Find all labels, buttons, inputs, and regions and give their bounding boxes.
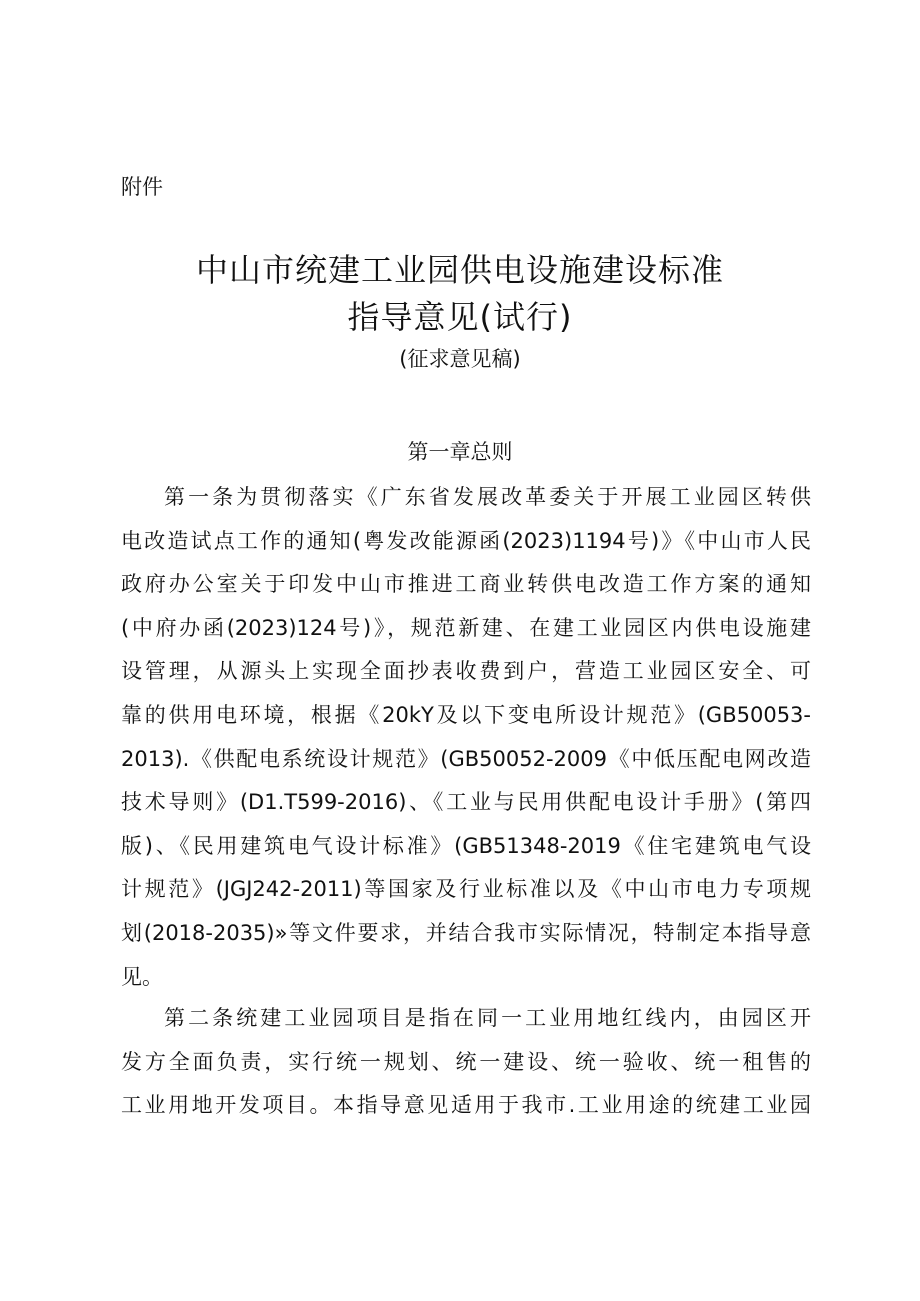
document-title-line-1: 中山市统建工业园供电设施建设标准 xyxy=(195,251,724,289)
article-1-line: 设管理，从源头上实现全面抄表收费到户，营造工业园区安全、可 xyxy=(121,659,811,684)
attachment-label: 附件 xyxy=(121,175,163,199)
article-2-line: 发方全面负责，实行统一规划、统一建设、统一验收、统一租售的 xyxy=(121,1049,811,1074)
document-subtitle: (征求意见稿) xyxy=(399,347,521,371)
article-1-line: (中府办函(2023)124号)》，规范新建、在建工业园区内供电设施建 xyxy=(121,615,811,640)
article-1-line: 靠的供用电环境，根据《20kY及以下变电所设计规范》(GB50053- xyxy=(121,702,811,727)
article-1-line: 第一条为贯彻落实《广东省发展改革委关于开展工业园区转供 xyxy=(164,485,811,509)
chapter-heading: 第一章总则 xyxy=(407,440,513,464)
article-1-line: 电改造试点工作的通知(粤发改能源函(2023)1194号)》《中山市人民 xyxy=(121,528,811,553)
article-1-line: 政府办公室关于印发中山市推进工商业转供电改造工作方案的通知 xyxy=(121,572,811,597)
article-1-line: 见。 xyxy=(121,964,163,989)
article-1-line: 版)、《民用建筑电气设计标准》(GB51348-2019《住宅建筑电气设 xyxy=(121,833,811,858)
article-1 xyxy=(121,476,811,999)
article-2-line: 工业用地开发项目。本指导意见适用于我市.工业用途的统建工业园 xyxy=(121,1093,811,1118)
article-1-line: 划(2018-2035)»等文件要求，并结合我市实际情况，特制定本指导意 xyxy=(121,920,811,945)
article-1-line: 技术导则》(D1.T599-2016)、《工业与民用供配电设计手册》(第四 xyxy=(121,790,811,815)
article-1-line: 2013).《供配电系统设计规范》(GB50052-2009《中低压配电网改造 xyxy=(121,746,811,771)
article-2-line: 第二条统建工业园项目是指在同一工业用地红线内，由园区开 xyxy=(164,1006,811,1030)
article-1-line: 计规范》(JGJ242-2011)等国家及行业标准以及《中山市电力专项规 xyxy=(121,877,811,902)
document-title-line-2: 指导意见(试行) xyxy=(347,298,573,336)
article-2 xyxy=(121,997,811,1128)
